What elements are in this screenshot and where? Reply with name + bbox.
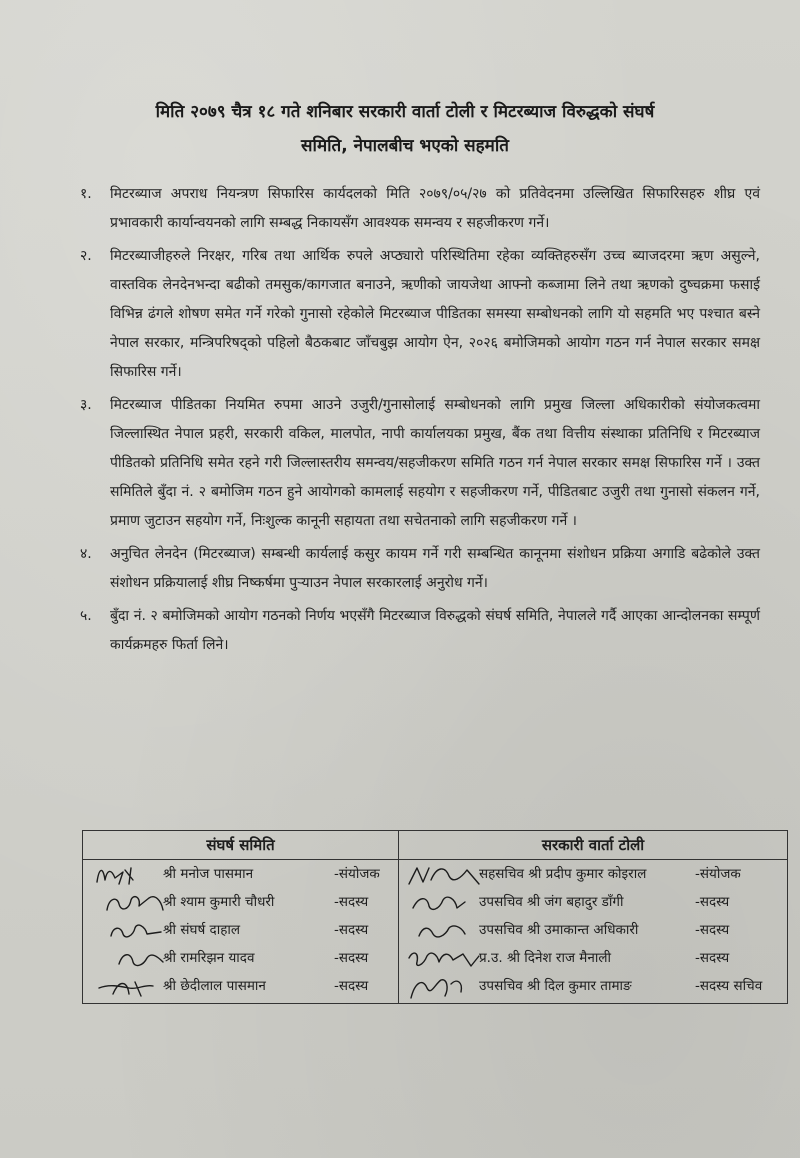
document-title-line1: मिति २०७९ चैत्र १८ गते शनिबार सरकारी वार्ता टोली र मिटरब्याज विरुद्धको संघर्ष bbox=[155, 102, 655, 122]
clause-text: अनुचित लेनदेन (मिटरब्याज) सम्बन्धी कार्यलाई कसुर कायम गर्ने गरी सम्बन्धित कानूनमा संशोधन प्रक्रिया अगाडि बढेकोले उक्त संशोधन प्रक्रियालाई शीघ्र निष्कर्षमा पुऱ्याउन नेपाल सरकारलाई अनुरोध गर्ने। bbox=[110, 546, 760, 591]
clause-number: २. bbox=[80, 248, 92, 264]
clause-4 bbox=[80, 540, 760, 598]
signature-row bbox=[399, 860, 787, 888]
signatory-role: -सदस्य bbox=[334, 978, 369, 994]
document-title-line2: समिति, नेपालबीच भएको सहमति bbox=[301, 136, 509, 156]
signatory-role: -सदस्य सचिव bbox=[695, 978, 763, 994]
signature-row bbox=[399, 972, 787, 1000]
clause-number: ४. bbox=[80, 546, 92, 562]
clause-2 bbox=[80, 242, 760, 387]
handwritten-signature bbox=[83, 860, 163, 888]
signatory-role: -सदस्य bbox=[695, 950, 730, 966]
signature-row bbox=[399, 944, 787, 972]
signature-row bbox=[83, 860, 398, 888]
agreement-clauses bbox=[80, 180, 760, 664]
signatory-name: उपसचिव श्री जंग बहादुर डाँगी bbox=[479, 894, 624, 910]
handwritten-signature bbox=[83, 972, 163, 1000]
signatory-name: उपसचिव श्री दिल कुमार तामाङ bbox=[479, 978, 632, 994]
signatory-name: उपसचिव श्री उमाकान्त अधिकारी bbox=[479, 922, 639, 938]
clause-text: मिटरब्याज अपराध नियन्त्रण सिफारिस कार्यदलको मिति २०७९/०५/२७ को प्रतिवेदनमा उल्लिखित सिफारिसहरु शीघ्र एवं प्रभावकारी कार्यान्वयनको लागि सम्बद्ध निकायसँग आवश्यक समन्वय र सहजीकरण गर्ने। bbox=[110, 186, 760, 231]
clause-number: ५. bbox=[80, 608, 92, 624]
signatory-role: -सदस्य bbox=[334, 894, 369, 910]
signatory-name: प्र.उ. श्री दिनेश राज मैनाली bbox=[479, 950, 611, 966]
clause-5 bbox=[80, 602, 760, 660]
clause-text: मिटरब्याजीहरुले निरक्षर, गरिब तथा आर्थिक रुपले अप्ठ्यारो परिस्थितिमा रहेका व्यक्तिहरुसँग उच्च ब्याजदरमा ऋण असुल्ने, वास्तविक लेनदेनभन्दा बढीको तमसुक/कागजात बनाउने, ऋणीको जायजेथा आफ्नो कब्जामा लिने तथा ऋणको दुष्चक्रमा फसाई विभिन्न ढंगले शोषण समेत गर्ने गरेको गुनासो रहेकोले मिटरब्याज पीडितका समस्या सम्बोधनको लागि यो सहमति भए पश्चात बस्ने नेपाल सरकार, मन्त्रिपरिषद्को पहिलो बैठकबाट जाँचबुझ आयोग ऐन, २०२६ बमोजिमको आयोग गठन गर्न नेपाल सरकार समक्ष सिफारिस गर्ने। bbox=[110, 248, 760, 380]
handwritten-signature bbox=[399, 944, 479, 972]
handwritten-signature bbox=[399, 972, 479, 1000]
signature-row bbox=[399, 916, 787, 944]
signatory-role: -सदस्य bbox=[695, 922, 730, 938]
signatory-name: श्री श्याम कुमारी चौधरी bbox=[163, 894, 275, 910]
signatory-role: -सदस्य bbox=[334, 922, 369, 938]
signatory-role: -सदस्य bbox=[695, 894, 730, 910]
signature-row bbox=[83, 944, 398, 972]
signature-row bbox=[83, 916, 398, 944]
signatory-name: श्री संघर्ष दाहाल bbox=[163, 922, 241, 938]
signature-row bbox=[83, 972, 398, 1000]
clause-text: मिटरब्याज पीडितका नियमित रुपमा आउने उजुरी/गुनासोलाई सम्बोधनको लागि प्रमुख जिल्ला अधिकारीको संयोजकत्वमा जिल्लास्थित नेपाल प्रहरी, सरकारी वकिल, मालपोत, नापी कार्यालयका प्रमुख, बैंक तथा वित्तीय संस्थाका प्रतिनिधि र मिटरब्याज पीडितको प्रतिनिधि समेत रहने गरी जिल्लास्तरीय समन्वय/सहजीकरण समिति गठन गर्न नेपाल सरकार समक्ष सिफारिस गर्ने । उक्त समितिले बुँदा नं. २ बमोजिम गठन हुने आयोगको कामलाई सहयोग र सहजीकरण गर्ने, पीडितबाट उजुरी तथा गुनासो संकलन गर्ने, प्रमाण जुटाउन सहयोग गर्ने, निःशुल्क कानूनी सहायता तथा सचेतनाको लागि सहजीकरण गर्ने । bbox=[110, 397, 760, 529]
clause-number: ३. bbox=[80, 397, 92, 413]
signatory-name: सहसचिव श्री प्रदीप कुमार कोइराल bbox=[479, 866, 647, 882]
signature-column-heading: सरकारी वार्ता टोली bbox=[399, 831, 787, 860]
signature-column-heading: संघर्ष समिति bbox=[83, 831, 398, 860]
signature-table bbox=[82, 830, 788, 1004]
clause-3 bbox=[80, 391, 760, 536]
handwritten-signature bbox=[83, 944, 163, 972]
signatory-name: श्री मनोज पासमान bbox=[163, 866, 254, 882]
handwritten-signature bbox=[399, 916, 479, 944]
handwritten-signature bbox=[83, 916, 163, 944]
clause-text: बुँदा नं. २ बमोजिमको आयोग गठनको निर्णय भएसँगै मिटरब्याज विरुद्धको संघर्ष समिति, नेपालले गर्दै आएका आन्दोलनका सम्पूर्ण कार्यक्रमहरु फिर्ता लिने। bbox=[110, 608, 760, 653]
handwritten-signature bbox=[399, 860, 479, 888]
signatory-name: श्री छेदीलाल पासमान bbox=[163, 978, 266, 994]
signatory-name: श्री रामरिझन यादव bbox=[163, 950, 255, 966]
clause-number: १. bbox=[80, 186, 92, 202]
signatory-role: -संयोजक bbox=[334, 866, 380, 882]
signature-row bbox=[399, 888, 787, 916]
clause-1 bbox=[80, 180, 760, 238]
signatory-role: -संयोजक bbox=[695, 866, 741, 882]
signatory-role: -सदस्य bbox=[334, 950, 369, 966]
handwritten-signature bbox=[83, 888, 163, 916]
signature-column-government-team bbox=[399, 831, 787, 1003]
signature-column-struggle-committee bbox=[83, 831, 399, 1003]
handwritten-signature bbox=[399, 888, 479, 916]
signature-row bbox=[83, 888, 398, 916]
